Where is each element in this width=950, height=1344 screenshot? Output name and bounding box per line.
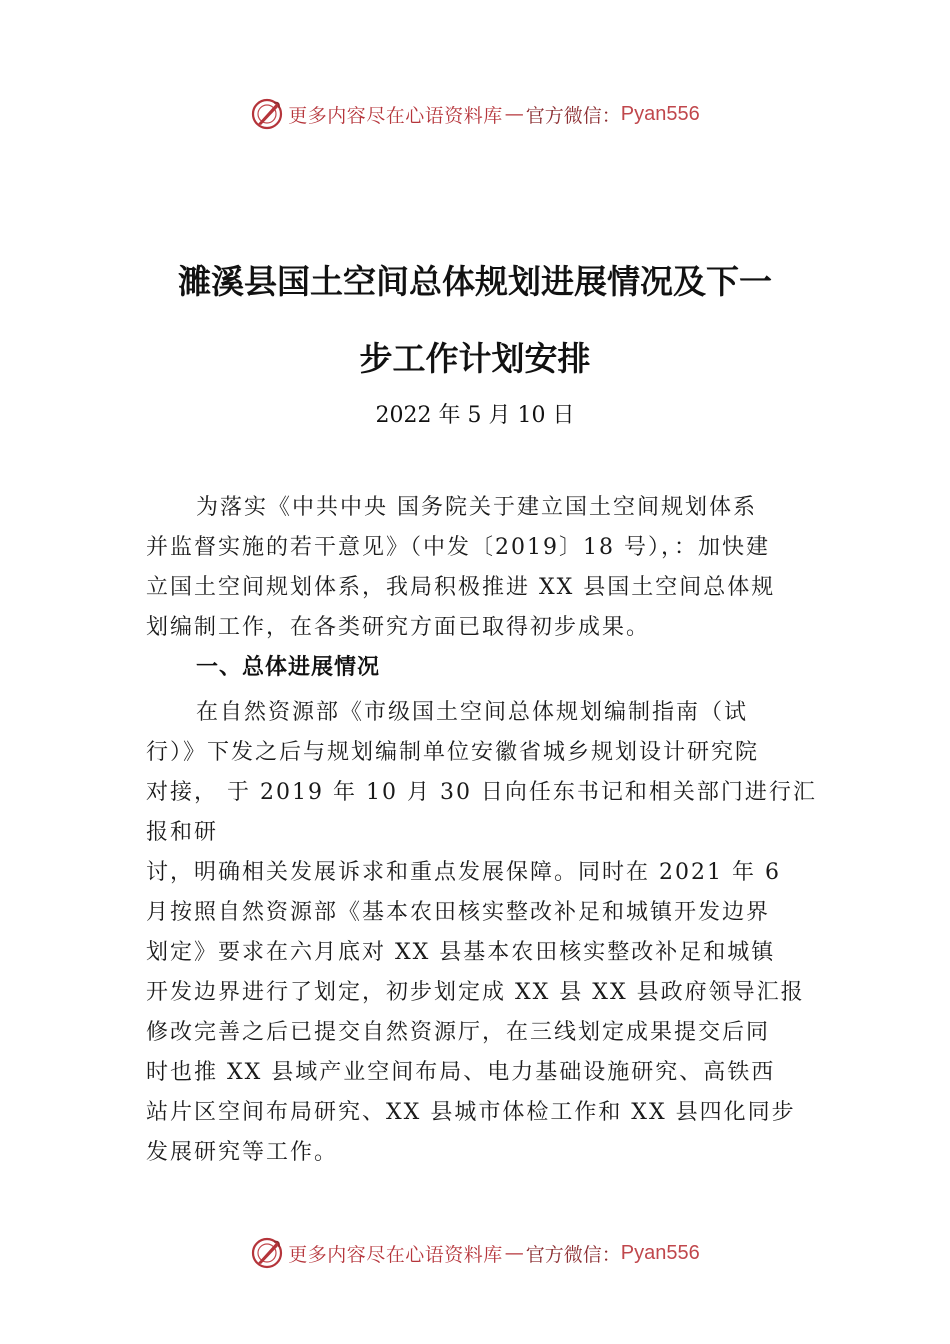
- paragraph-2: [146, 693, 816, 1173]
- section-heading: 一、总体进展情况: [196, 655, 381, 680]
- paragraph-line: 为落实《中共中央 国务院关于建立国土空间规划体系: [196, 495, 757, 520]
- paragraph-1: [146, 488, 816, 648]
- paragraph-line: 划定》要求在六月底对 XX 县基本农田核实整改补足和城镇: [146, 940, 776, 965]
- watermark-site-text: 更多内容尽在心语资料库: [288, 1243, 503, 1266]
- paragraph-line: 对接， 于 2019 年 10 月 30 日向任东书记和相关部门进行汇: [146, 780, 817, 805]
- paragraph-line: 开发边界进行了划定，初步划定成 XX 县 XX 县政府领导汇报: [146, 980, 805, 1005]
- paragraph-line: 立国土空间规划体系，我局积极推进 XX 县国土空间总体规: [146, 575, 776, 600]
- watermark-separator: —: [504, 1242, 524, 1264]
- paragraph-line: 行）》下发之后与规划编制单位安徽省城乡规划设计研究院: [146, 740, 760, 765]
- watermark-site-text: 更多内容尽在心语资料库: [288, 104, 503, 127]
- quill-pen-seal-icon: [250, 1236, 284, 1270]
- paragraph-line: 站片区空间布局研究、XX 县城市体检工作和 XX 县四化同步: [146, 1100, 796, 1125]
- paragraph-line: 讨，明确相关发展诉求和重点发展保障。同时在 2021 年 6: [146, 860, 781, 885]
- paragraph-line: 修改完善之后已提交自然资源厅，在三线划定成果提交后同: [146, 1020, 771, 1045]
- document-title-line-1: 濉溪县国土空间总体规划进展情况及下一: [178, 262, 772, 301]
- paragraph-line: 并监督实施的若干意见》（中发〔2019〕18 号），：加快建: [146, 535, 770, 560]
- paragraph-line: 在自然资源部《市级国土空间总体规划编制指南（试: [196, 700, 749, 725]
- header-watermark: [0, 94, 950, 134]
- watermark-official-text: 官方微信：: [525, 1243, 621, 1266]
- watermark-wechat-id: Pyan556: [620, 102, 700, 125]
- watermark-official-text: 官方微信：: [525, 104, 621, 127]
- watermark-wechat-id: Pyan556: [620, 1241, 700, 1264]
- paragraph-line: 划编制工作，在各类研究方面已取得初步成果。: [146, 615, 651, 640]
- quill-pen-seal-icon: [250, 97, 284, 131]
- paragraph-line: 报和研: [146, 820, 219, 845]
- paragraph-line: 发展研究等工作。: [146, 1140, 339, 1165]
- paragraph-line: 时也推 XX 县域产业空间布局、电力基础设施研究、高铁西: [146, 1060, 776, 1085]
- watermark-separator: —: [504, 103, 524, 125]
- document-date: 2022 年 5 月 10 日: [375, 403, 575, 428]
- document-title-line-2: 步工作计划安排: [359, 339, 591, 378]
- footer-watermark: [0, 1233, 950, 1273]
- paragraph-line: 月按照自然资源部《基本农田核实整改补足和城镇开发边界: [146, 900, 771, 925]
